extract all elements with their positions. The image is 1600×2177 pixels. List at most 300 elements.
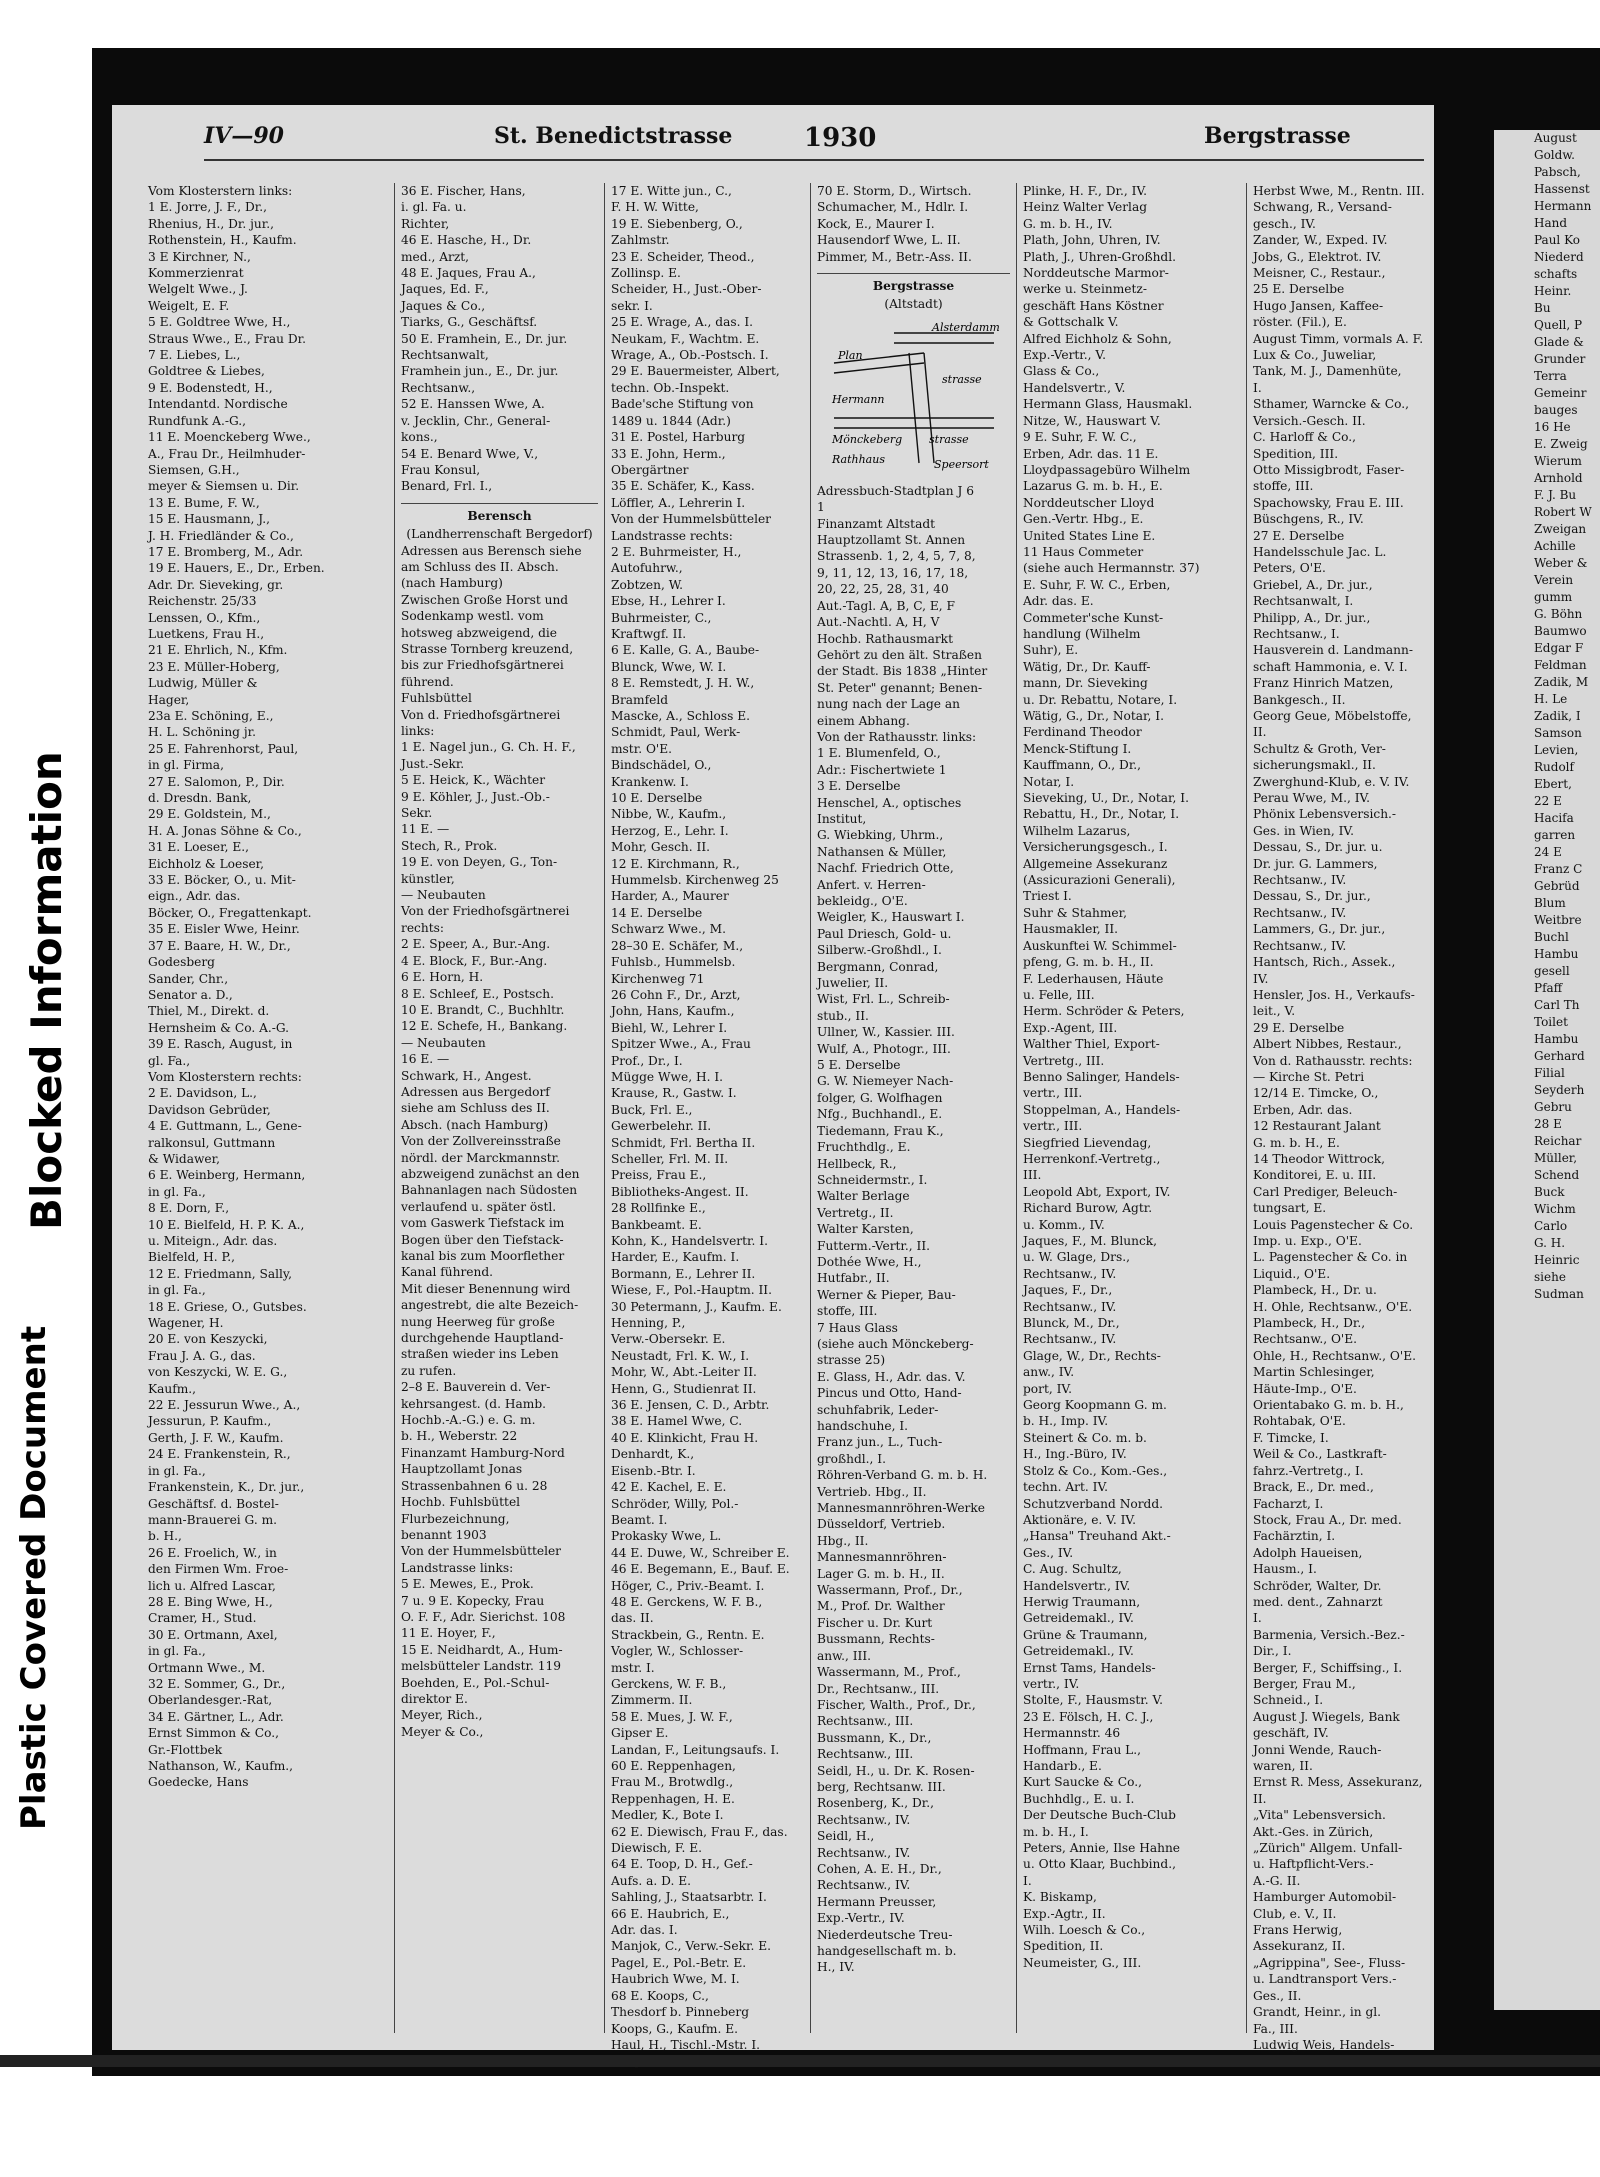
directory-entry: Ebse, H., Lehrer I.	[611, 594, 726, 609]
directory-entry: Exp.-Agtr., II.	[1023, 1906, 1106, 1921]
directory-entry: Pimmer, M., Betr.-Ass. II.	[817, 249, 972, 264]
directory-entry: Frankenstein, K., Dr. jur.,	[148, 1480, 305, 1495]
directory-entry: H., IV.	[817, 1960, 855, 1975]
directory-entry: Schröder, Willy, Pol.-	[611, 1496, 739, 1511]
directory-entry: Flurbezeichnung,	[401, 1511, 510, 1526]
directory-entry: Buck, Frl. E.,	[611, 1102, 693, 1117]
directory-entry: in gl. Fa.,	[148, 1283, 206, 1298]
directory-entry: Silberw.-Großhdl., I.	[817, 943, 942, 958]
directory-entry: 27 E. Salomon, P., Dir.	[148, 774, 285, 789]
directory-entry: Allgemeine Assekuranz	[1023, 856, 1168, 871]
directory-entry: mann-Brauerei G. m.	[148, 1512, 278, 1527]
directory-entry: Ebert,	[1534, 777, 1572, 791]
directory-entry: einem Abhang.	[817, 713, 910, 728]
directory-entry: Harder, E., Kaufm. I.	[611, 1250, 740, 1265]
scan-bottom-edge	[0, 2055, 1600, 2067]
directory-entry: 5 E. Heick, K., Wächter	[401, 773, 546, 788]
directory-entry: 17 E. Bromberg, M., Adr.	[148, 544, 304, 559]
directory-entry: Richter,	[401, 216, 450, 231]
directory-entry: C. Aug. Schultz,	[1023, 1562, 1122, 1577]
directory-entry: sekr. I.	[611, 298, 653, 313]
directory-entry: 5 E. Goldtree Wwe, H.,	[148, 315, 291, 330]
directory-entry: 64 E. Toop, D. H., Gef.-	[611, 1857, 753, 1872]
directory-entry: Adressen aus Berensch siehe	[401, 543, 582, 558]
directory-entry: Gebrüd	[1534, 879, 1580, 893]
directory-entry: Schumacher, M., Hdlr. I.	[817, 200, 969, 215]
adjacent-page-fragment	[1494, 130, 1600, 2010]
column-2	[394, 183, 604, 2033]
directory-entry: 9 E. Bodenstedt, H.,	[148, 380, 273, 395]
directory-entry: Geschäftsf. d. Bostel-	[148, 1496, 279, 1511]
directory-entry: 1 E. Nagel jun., G. Ch. H. F.,	[401, 740, 576, 755]
directory-entry: handschuhe, I.	[817, 1419, 909, 1433]
directory-entry: St. Peter" genannt; Benen-	[817, 680, 983, 695]
directory-entry: Oberlandesger.-Rat,	[148, 1693, 273, 1708]
directory-entry: Sekr.	[401, 806, 433, 821]
directory-entry: II.	[1253, 725, 1267, 740]
directory-entry: der Stadt. Bis 1838 „Hinter	[817, 664, 988, 679]
directory-entry: Hermannstr. 46	[1023, 1726, 1121, 1741]
directory-entry: Achille	[1534, 539, 1576, 553]
directory-entry: Niederdeutsche Treu-	[817, 1927, 953, 1942]
directory-entry: 16 He	[1534, 420, 1571, 434]
directory-entry: H. Le	[1534, 692, 1568, 706]
directory-entry: bauges	[1534, 403, 1578, 417]
section-title: Berensch	[401, 503, 598, 524]
directory-entry: u. Komm., IV.	[1023, 1217, 1105, 1232]
directory-entry: Ges., II.	[1253, 1988, 1302, 2003]
directory-entry: 16 E. —	[401, 1052, 450, 1067]
directory-entry: Hantsch, Rich., Assek.,	[1253, 955, 1396, 970]
directory-entry: nung nach der Lage an	[817, 697, 960, 712]
directory-entry: Juwelier, II.	[817, 976, 889, 991]
directory-entry: 37 E. Baare, H. W., Dr.,	[148, 938, 291, 953]
directory-entry: 28 E	[1534, 1117, 1562, 1131]
directory-entry: Bussmann, K., Dr.,	[817, 1730, 932, 1745]
directory-entry: geschäft Hans Köstner	[1023, 298, 1164, 313]
directory-entry: Meisner, C., Restaur.,	[1253, 266, 1386, 281]
directory-entry: schafts	[1534, 267, 1578, 281]
directory-entry: Vertretg., III.	[1023, 1053, 1105, 1068]
directory-entry: Rechtsanw., IV.	[817, 1878, 911, 1893]
directory-entry: das. II.	[611, 1611, 654, 1626]
directory-entry: u. Haftpflicht-Vers.-	[1253, 1857, 1374, 1872]
column-2-body	[401, 543, 598, 1741]
directory-entry: Herm. Schröder & Peters,	[1023, 1004, 1185, 1019]
column-4-top	[817, 183, 1010, 265]
directory-entry: Herzog, E., Lehr. I.	[611, 823, 729, 838]
directory-entry: Hausendorf Wwe, L. II.	[817, 233, 961, 248]
directory-entry: Benard, Frl. I.,	[401, 479, 493, 494]
directory-entry: Ohle, H., Rechtsanw., O'E.	[1253, 1348, 1417, 1363]
directory-entry: mstr. I.	[611, 1660, 655, 1675]
directory-entry: Benno Salinger, Handels-	[1023, 1069, 1180, 1084]
directory-entry: Berger, Frau M.,	[1253, 1676, 1356, 1691]
directory-entry: Getreidemakl., IV.	[1023, 1644, 1134, 1659]
directory-entry: Stock, Frau A., Dr. med.	[1253, 1512, 1402, 1527]
directory-entry: 19 E. Hauers, E., Dr., Erben.	[148, 561, 325, 576]
directory-entry: Grandt, Heinr., in gl.	[1253, 2005, 1382, 2020]
directory-entry: links:	[401, 724, 435, 738]
directory-entry: Peters, Annie, Ilse Hahne	[1023, 1841, 1181, 1856]
directory-entry: Bergmann, Conrad,	[817, 959, 939, 974]
directory-entry: Godesberg	[148, 955, 215, 970]
directory-entry: I.	[1253, 1611, 1262, 1626]
directory-entry: Dessau, S., Dr. jur.,	[1253, 889, 1371, 904]
directory-entry: Von der Hummelsbütteler	[401, 1544, 562, 1559]
directory-entry: 20, 22, 25, 28, 31, 40	[817, 582, 949, 597]
directory-entry: 12 E. Friedmann, Sally,	[148, 1266, 293, 1281]
directory-entry: Wagener, H.	[148, 1316, 224, 1331]
directory-entry: Plambeck, H., Dr. u.	[1253, 1283, 1377, 1298]
directory-entry: 40 E. Klinkicht, Frau H.	[611, 1430, 759, 1445]
page-header	[204, 123, 1424, 161]
directory-entry: & Gottschalk V.	[1023, 315, 1119, 330]
directory-entry: 70 E. Storm, D., Wirtsch.	[817, 184, 972, 198]
directory-entry: Bogen über den Tiefstack-	[401, 1232, 564, 1247]
directory-entry: d. Dresdn. Bank,	[148, 791, 252, 806]
directory-entry: 11 E. Hoyer, F.,	[401, 1626, 496, 1641]
directory-entry: Rechtsanwalt,	[401, 348, 489, 363]
directory-entry: Rechtsanw., IV.	[817, 1812, 911, 1827]
directory-entry: abzweigend zunächst an den	[401, 1166, 580, 1181]
directory-entry: Carl Prediger, Beleuch-	[1253, 1184, 1398, 1199]
directory-entry: Terra	[1534, 369, 1567, 383]
directory-entry: Weitbre	[1534, 913, 1582, 927]
directory-entry: Gehört zu den ält. Straßen	[817, 647, 982, 662]
directory-entry: Bindschädel, O.,	[611, 758, 712, 773]
directory-entry: Manjok, C., Verw.-Sekr. E.	[611, 1939, 772, 1954]
directory-entry: 2–8 E. Bauverein d. Ver-	[401, 1380, 551, 1395]
directory-entry: Suhr & Stahmer,	[1023, 905, 1127, 920]
directory-entry: Mannesmannröhren-	[817, 1550, 947, 1565]
directory-entry: Hager,	[148, 692, 190, 707]
directory-entry: Rechtsanw., IV.	[817, 1845, 911, 1860]
directory-entry: gl. Fa.,	[148, 1053, 191, 1068]
directory-entry: Medler, K., Bote I.	[611, 1808, 724, 1823]
directory-entry: 27 E. Derselbe	[1253, 528, 1345, 543]
directory-entry: tungsart, E.	[1253, 1201, 1327, 1216]
directory-entry: Tiarks, G., Geschäftsf.	[401, 315, 538, 330]
directory-entry: E. Glass, H., Adr. das. V.	[817, 1369, 966, 1384]
directory-entry: Wätig, G., Dr., Notar, I.	[1023, 709, 1164, 723]
directory-entry: Bibliotheks-Angest. II.	[611, 1184, 749, 1199]
directory-entry: Rechtsanw.,	[401, 380, 476, 395]
directory-entry: vertr., IV.	[1023, 1676, 1080, 1691]
directory-entry: Siemsen, G.H.,	[148, 462, 240, 477]
directory-entry: — Neubauten	[401, 888, 486, 903]
directory-entry: Hensler, Jos. H., Verkaufs-	[1253, 987, 1415, 1002]
directory-entry: Preiss, Frau E.,	[611, 1168, 707, 1183]
directory-entry: Jessurun, P. Kaufm.,	[148, 1414, 272, 1429]
directory-entry: 12 Restaurant Jalant	[1253, 1119, 1381, 1134]
directory-entry: 30 Petermann, J., Kaufm. E.	[611, 1299, 782, 1314]
directory-entry: Rechtsanw., I.	[1253, 626, 1340, 641]
directory-entry: Blum	[1534, 896, 1566, 910]
directory-entry: H. A. Jonas Söhne & Co.,	[148, 823, 302, 838]
directory-entry: Getreidemakl., IV.	[1023, 1611, 1134, 1626]
directory-entry: 31 E. Loeser, E.,	[148, 840, 250, 855]
directory-entry: Kanal führend.	[401, 1265, 494, 1280]
directory-entry: Höger, C., Priv.-Beamt. I.	[611, 1578, 765, 1593]
directory-entry: Reichar	[1534, 1134, 1582, 1148]
directory-entry: Kohn, K., Handelsvertr. I.	[611, 1234, 768, 1248]
directory-entry: Arnhold	[1534, 471, 1583, 485]
directory-entry: Franz Hinrich Matzen,	[1253, 676, 1394, 691]
directory-entry: röster. (Fil.), E.	[1253, 315, 1347, 330]
directory-entry: Rhenius, H., Dr. jur.,	[148, 216, 274, 231]
directory-entry: 9 E. Suhr, F. W. C.,	[1023, 430, 1137, 445]
directory-entry: Spachowsky, Frau E. III.	[1253, 495, 1404, 510]
directory-entry: Toilet	[1534, 1015, 1568, 1029]
directory-entry: port, IV.	[1023, 1381, 1072, 1396]
directory-entry: Scheller, Frl. M. II.	[611, 1151, 729, 1166]
directory-entry: Goldw.	[1534, 148, 1575, 162]
directory-entry: Kauffmann, O., Dr.,	[1023, 758, 1142, 773]
directory-entry: Wilhelm Lazarus,	[1023, 823, 1131, 838]
directory-entry: Schultz & Groth, Ver-	[1253, 741, 1386, 756]
directory-entry: Bade'sche Stiftung von	[611, 397, 754, 412]
directory-entry: Mit dieser Benennung wird	[401, 1281, 571, 1296]
directory-entry: 35 E. Schäfer, K., Kass.	[611, 479, 755, 494]
directory-entry: kehrsangest. (d. Hamb.	[401, 1396, 546, 1411]
directory-entry: 1489 u. 1844 (Adr.)	[611, 413, 731, 428]
directory-entry: Filial	[1534, 1066, 1565, 1080]
directory-entry: Fruchthdlg., E.	[817, 1140, 911, 1155]
directory-entry: Düsseldorf, Vertrieb.	[817, 1517, 946, 1532]
directory-entry: bekleidg., O'E.	[817, 894, 908, 908]
directory-entry: Henning, P.,	[611, 1316, 686, 1331]
directory-entry: 2 E. Buhrmeister, H.,	[611, 544, 742, 559]
directory-entry: Quell, P	[1534, 318, 1583, 332]
directory-entry: 15 E. Hausmann, J.,	[148, 512, 270, 527]
directory-entry: pfeng, G. m. b. H., II.	[1023, 955, 1154, 970]
directory-entry: Menck-Stiftung I.	[1023, 741, 1132, 756]
directory-entry: Fischer, Walth., Prof., Dr.,	[817, 1697, 976, 1712]
directory-entry: Dr. jur. G. Lammers,	[1253, 856, 1378, 871]
directory-entry: Herbst Wwe, M., Rentn. III.	[1253, 184, 1425, 198]
directory-entry: Anfert. v. Herren-	[817, 877, 926, 892]
directory-entry: Aut.-Tagl. A, B, C, E, F	[817, 598, 955, 613]
directory-entry: 50 E. Framhein, E., Dr. jur.	[401, 331, 568, 346]
directory-entry: Herrenkonf.-Vertretg.,	[1023, 1151, 1161, 1166]
directory-entry: 12 E. Kirchmann, R.,	[611, 856, 740, 871]
directory-entry: Liquid., O'E.	[1253, 1266, 1331, 1281]
directory-entry: Lenssen, O., Kfm.,	[148, 610, 261, 625]
directory-entry: Kraftwgf. II.	[611, 626, 687, 641]
directory-entry: Rosenberg, K., Dr.,	[817, 1796, 934, 1811]
directory-entry: Spedition, III.	[1253, 446, 1339, 461]
directory-entry: in gl. Fa.,	[148, 1184, 206, 1199]
directory-entry: Hbg., II.	[817, 1533, 869, 1548]
directory-entry: fahrz.-Vertretg., I.	[1253, 1463, 1364, 1478]
directory-entry: stoffe, III.	[817, 1304, 878, 1319]
directory-entry: Fa., III.	[1253, 2021, 1298, 2036]
directory-entry: (siehe auch Mönckeberg-	[817, 1336, 974, 1351]
directory-entry: Hochb.-A.-G.) e. G. m.	[401, 1413, 536, 1428]
directory-entry: Bielfeld, H. P.,	[148, 1250, 235, 1265]
directory-entry: 3 E. Derselbe	[817, 779, 901, 794]
directory-entry: Glass & Co.,	[1023, 364, 1100, 379]
directory-entry: lich u. Alfred Lascar,	[148, 1578, 276, 1593]
directory-entry: Adr. Dr. Sieveking, gr.	[148, 577, 284, 592]
directory-entry: Kommerzienrat	[148, 266, 244, 281]
directory-entry: Schneidermstr., I.	[817, 1172, 928, 1187]
directory-entry: Perau Wwe, M., IV.	[1253, 791, 1371, 806]
directory-entry: 36 E. Jensen, C. D., Arbtr.	[611, 1398, 770, 1413]
directory-entry: Pabsch,	[1534, 165, 1581, 179]
directory-entry: Brack, E., Dr. med.,	[1253, 1480, 1374, 1495]
directory-entry: Zollinsp. E.	[611, 266, 681, 281]
map-label: strasse	[928, 432, 969, 446]
directory-entry: b. H.,	[148, 1529, 182, 1544]
directory-entry: Zahlmstr.	[611, 233, 670, 248]
directory-entry: Adolph Haueisen,	[1253, 1545, 1363, 1560]
directory-entry: 4 E. Block, F., Bur.-Ang.	[401, 953, 548, 968]
directory-entry: Vom Klosterstern links:	[148, 184, 293, 198]
directory-entry: eign., Adr. das.	[148, 889, 241, 904]
directory-entry: i. gl. Fa. u.	[401, 200, 467, 215]
directory-entry: u. Dr. Rebattu, Notare, I.	[1023, 692, 1178, 707]
directory-entry: Welgelt Wwe., J.	[148, 282, 248, 297]
directory-entry: Prokasky Wwe, L.	[611, 1529, 722, 1544]
directory-entry: Zadik, M	[1534, 675, 1589, 689]
directory-entry: sicherungsmakl., II.	[1253, 758, 1376, 773]
directory-entry: Haubrich Wwe, M. I.	[611, 1972, 740, 1987]
directory-entry: K. Biskamp,	[1023, 1890, 1097, 1905]
directory-entry: siehe am Schluss des II.	[401, 1101, 550, 1116]
directory-entry: kons.,	[401, 430, 438, 445]
directory-entry: Schutzverband Nordd.	[1023, 1496, 1164, 1511]
directory-entry: Herwig Traumann,	[1023, 1594, 1141, 1609]
directory-entry: Lazarus G. m. b. H., E.	[1023, 479, 1163, 494]
directory-entry: Neumeister, G., III.	[1023, 1955, 1142, 1970]
directory-entry: Bahnanlagen nach Südosten	[401, 1183, 578, 1198]
directory-entry: Gerth, J. F. W., Kaufm.	[148, 1430, 284, 1445]
directory-entry: Kaufm.,	[148, 1381, 197, 1396]
directory-entry: Mohr, Gesch. II.	[611, 840, 711, 855]
directory-entry: 29 E. Goldstein, M.,	[148, 807, 271, 822]
directory-entry: Exp.-Vertr., V.	[1023, 348, 1106, 363]
directory-entry: Aut.-Nachtl. A, H, V	[817, 615, 940, 630]
directory-entry: anw., IV.	[1023, 1365, 1075, 1380]
header-left-street: St. Benedictstrasse	[494, 123, 733, 149]
directory-entry: Framhein jun., E., Dr. jur.	[401, 364, 559, 379]
directory-entry: Frau M., Brotwdlg.,	[611, 1775, 734, 1790]
directory-entry: Von der Rathausstr. links:	[817, 729, 977, 744]
directory-entry: Zwerghund-Klub, e. V. IV.	[1253, 774, 1410, 789]
directory-entry: 39 E. Rasch, August, in	[148, 1037, 293, 1052]
directory-entry: Spitzer Wwe., A., Frau	[611, 1037, 751, 1052]
directory-entry: Rundfunk A.-G.,	[148, 413, 246, 428]
directory-entry: vertr., III.	[1023, 1086, 1083, 1101]
directory-entry: Fuhlsb., Hummelsb.	[611, 955, 736, 970]
directory-entry: Philipp, A., Dr. jur.,	[1253, 610, 1371, 625]
directory-entry: Reppenhagen, H. E.	[611, 1791, 735, 1806]
directory-entry: Cohen, A. E. H., Dr.,	[817, 1861, 942, 1876]
directory-entry: durchgehende Hauptland-	[401, 1331, 564, 1346]
directory-entry: Norddeutscher Lloyd	[1023, 495, 1155, 510]
directory-entry: 6 E. Kalle, G. A., Baube-	[611, 643, 760, 658]
directory-entry: Kock, E., Maurer I.	[817, 216, 935, 231]
directory-entry: Weigelt, E. F.	[148, 298, 230, 313]
directory-entry: Glage, W., Dr., Rechts-	[1023, 1348, 1161, 1363]
directory-entry: 46 E. Begemann, E., Bauf. E.	[611, 1562, 790, 1577]
directory-entry: Rechtsanw., IV.	[1023, 1266, 1117, 1281]
directory-entry: u. Felle, III.	[1023, 987, 1095, 1002]
directory-entry: 1 E. Blumenfeld, O.,	[817, 746, 941, 761]
map-label: strasse	[941, 372, 982, 386]
directory-entry: b. H., Imp. IV.	[1023, 1414, 1109, 1429]
directory-entry: G. Wiebking, Uhrm.,	[817, 828, 944, 843]
directory-entry: 58 E. Mues, J. W. F.,	[611, 1709, 733, 1724]
directory-entry: Reichenstr. 25/33	[148, 594, 257, 609]
directory-entry: Rechtsanw., IV.	[1253, 873, 1347, 888]
directory-entry: Handarb., E.	[1023, 1759, 1102, 1773]
directory-entry: in gl. Fa.,	[148, 1644, 206, 1659]
directory-entry: Siegfried Lievendag,	[1023, 1135, 1152, 1150]
directory-entry: 22 E. Jessurun Wwe., A.,	[148, 1398, 301, 1413]
directory-entry: Ludwig Weis, Handels-	[1253, 2037, 1395, 2052]
directory-entry: vom Gaswerk Tiefstack im	[401, 1216, 565, 1231]
directory-entry: Jaques, F., Dr.,	[1023, 1283, 1113, 1298]
directory-entry: Tiedemann, Frau K.,	[817, 1123, 944, 1138]
directory-entry: Davidson Gebrüder,	[148, 1102, 271, 1117]
directory-entry: Sander, Chr.,	[148, 971, 229, 986]
directory-entry: Finanzamt Hamburg-Nord	[401, 1445, 565, 1460]
page-number: IV—90	[204, 123, 284, 149]
directory-entry: 23 E. Fölsch, H. C. J.,	[1023, 1709, 1154, 1724]
directory-entry: 19 E. von Deyen, G., Ton-	[401, 855, 558, 870]
directory-entry: Senator a. D.,	[148, 987, 233, 1002]
directory-entry: Orientabako G. m. b. H.,	[1253, 1398, 1404, 1413]
directory-entry: Intendantd. Nordische	[148, 397, 288, 412]
directory-entry: Ernst R. Mess, Assekuranz,	[1253, 1775, 1423, 1790]
directory-entry: Denhardt, K.,	[611, 1447, 695, 1462]
directory-entry: Böcker, O., Fregattenkapt.	[148, 905, 312, 920]
directory-entry: 11 E. Moenckeberg Wwe.,	[148, 430, 311, 445]
directory-entry: 28 Rollfinke E.,	[611, 1201, 706, 1216]
directory-entry: handgesellschaft m. b.	[817, 1944, 957, 1958]
directory-entry: Rechtsanw., III.	[817, 1747, 914, 1762]
directory-entry: 14 E. Derselbe	[611, 905, 703, 920]
directory-entry: hotsweg abzweigend, die	[401, 625, 558, 640]
directory-entry: 7 u. 9 E. Kopecky, Frau	[401, 1593, 545, 1608]
directory-entry: Lager G. m. b. H., II.	[817, 1566, 945, 1581]
directory-entry: J. H. Friedländer & Co.,	[148, 528, 294, 543]
directory-entry: verlaufend u. später östl.	[401, 1199, 557, 1214]
directory-entry: 5 E. Mewes, E., Prok.	[401, 1577, 534, 1592]
directory-entry: Heinr.	[1534, 284, 1572, 298]
directory-entry: Wassermann, M., Prof.,	[817, 1665, 961, 1680]
directory-entry: Samson	[1534, 726, 1582, 740]
directory-entry: Nathansen & Müller,	[817, 844, 947, 859]
directory-entry: 25 E. Fahrenhorst, Paul,	[148, 741, 299, 756]
directory-entry: Stoppelman, A., Handels-	[1023, 1102, 1181, 1117]
directory-entry: bis zur Friedhofsgärtnerei	[401, 658, 564, 673]
directory-entry: C. Harloff & Co.,	[1253, 430, 1357, 445]
directory-entry: Buck	[1534, 1185, 1565, 1199]
directory-entry: Hassenst	[1534, 182, 1590, 196]
directory-entry: Dir., I.	[1253, 1644, 1292, 1659]
directory-entry: 6 E. Horn, H.	[401, 970, 484, 985]
directory-entry: Landstrasse rechts:	[611, 528, 733, 543]
directory-entry: Hochb. Fuhlsbüttel	[401, 1495, 521, 1510]
directory-entry: Albert Nibbes, Restaur.,	[1253, 1037, 1402, 1052]
directory-entry: Haul, H., Tischl.-Mstr. I.	[611, 2037, 761, 2052]
directory-entry: Hutfabr., II.	[817, 1271, 890, 1286]
blocked-information-label: Blocked Information	[22, 751, 71, 1230]
